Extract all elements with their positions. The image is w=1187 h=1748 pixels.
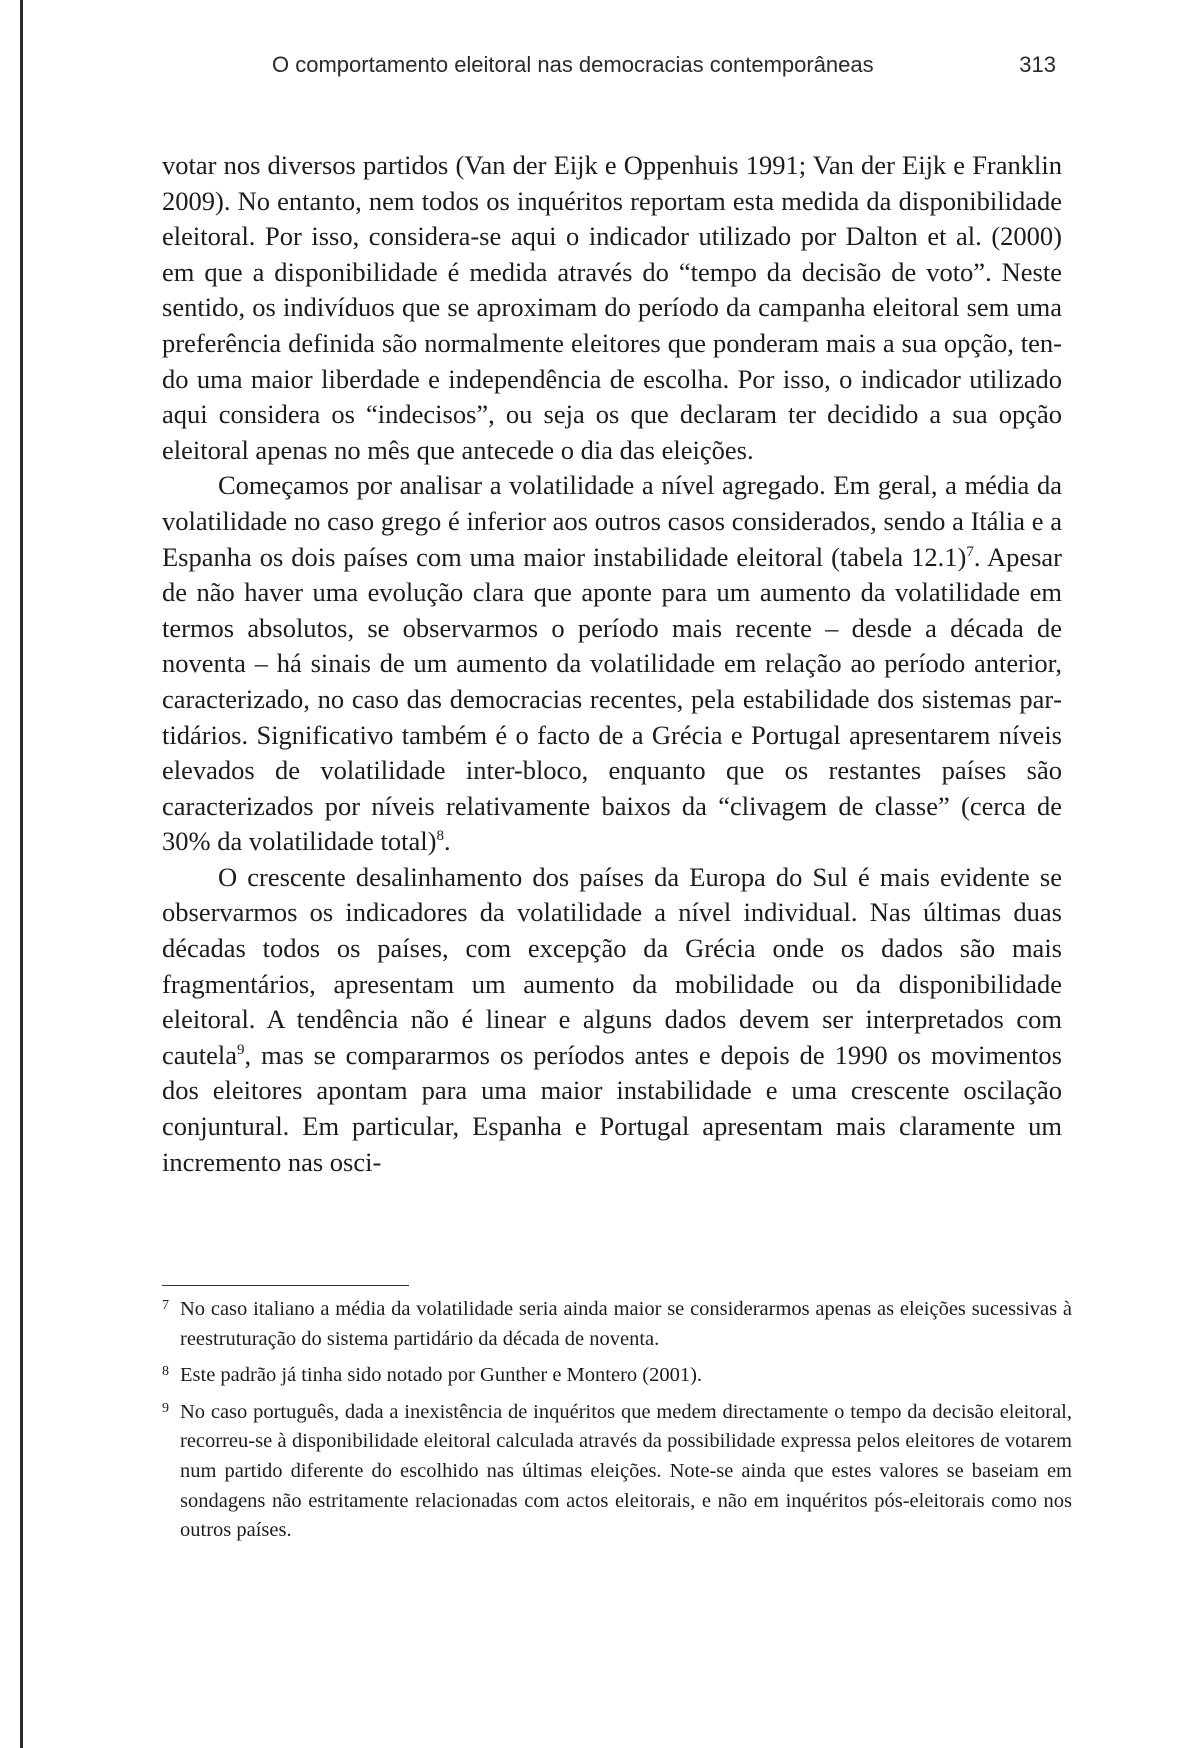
- paragraph-2-text-c: .: [444, 826, 451, 857]
- footnotes: [162, 1295, 1072, 1553]
- footnote-number: 7: [162, 1298, 169, 1313]
- footnote-text: Este padrão já tinha sido notado por Gunther e Montero (2001).: [180, 1364, 703, 1387]
- paragraph-3-text-b: , mas se compararmos os períodos antes e depois de 1990 os movimentos dos eleitores apontam para uma maior instabilidade e uma crescente oscilação conjuntural. Em particular, Espanha e Portugal apresentam mais claramente um incremento nas osci-: [162, 1039, 1062, 1177]
- footnote-8: [162, 1361, 1072, 1391]
- footnote-separator: [162, 1285, 409, 1286]
- paragraph-2: [162, 468, 1062, 860]
- paragraph-2-text-b: . Apesar de não haver uma evolução clara que aponte para um aumento da volatilidade em termos absolutos, se observarmos o período mais recente – desde a década de noventa – há sinais de um aumento da volatilidade em relação ao período anterior, caracterizado, no caso das democracias recentes, pela estabilidade dos sistemas partidários. Significativo também é o facto de a Grécia e Portugal apresentarem níveis elevados de volatilidade inter-bloco, enquanto que os restantes países são caracterizados por níveis relativamente baixos da “clivagem de classe” (cerca de 30% da volatilidade total): [162, 541, 1063, 857]
- footnote-text: No caso italiano a média da volatilidade seria ainda maior se considerarmos apenas as eleições sucessivas à reestruturação do sistema partidário da década de noventa.: [180, 1298, 1072, 1350]
- paragraph-1: [162, 148, 1062, 468]
- footnote-number: 9: [162, 1400, 169, 1416]
- running-title: O comportamento eleitoral nas democracias contemporâneas: [272, 52, 874, 77]
- body-text: [162, 148, 1062, 1180]
- paragraph-2-text-a: Começamos por analisar a volatilidade a nível agregado. Em geral, a média da volatilidade no caso grego é inferior aos outros casos considerados, sendo a Itália e a Espanha os dois países com uma maior instabilidade eleitoral (tabela 12.1): [162, 470, 1062, 572]
- footnote-9: [162, 1398, 1072, 1546]
- footnote-number: 8: [162, 1364, 169, 1380]
- paragraph-1-text: votar nos diversos partidos (Van der Eijk e Oppenhuis 1991; Van der Eijk e Franklin 2009). No entanto, nem todos os inquéritos reportam esta medida da disponibilidade eleitoral. Por isso, considera-se aqui o indicador utilizado por Dalton et al. (2000) em que a disponibilidade é medida através do “tempo da decisão de voto”. Neste sentido, os indivíduos que se aproximam do período da campanha eleitoral sem uma preferência definida são normalmente eleitores que ponderam mais a sua opção, tendo uma maior liberdade e independência de escolha. Por isso, o indicador utilizado aqui considera os “indecisos”, ou seja os que declaram ter decidido a sua opção eleitoral apenas no mês que antecede o dia das eleições.: [162, 150, 1062, 465]
- footnote-ref-8[interactable]: 8: [436, 828, 444, 845]
- paragraph-3: [162, 860, 1062, 1180]
- page-number: 313: [1019, 52, 1056, 77]
- paragraph-3-text-a: O crescente desalinhamento dos países da Europa do Sul é mais evidente se observarmos os indicadores da volatilidade a nível individual. Nas últimas duas décadas todos os países, com excepção da Grécia onde os dados são mais fragmentários, apresentam um aumento da mobilidade ou da disponibilidade eleitoral. A tendência não é linear e alguns dados devem ser interpretados com cautela: [162, 861, 1062, 1070]
- footnote-ref-7[interactable]: 7: [966, 543, 974, 560]
- page-edge-rule: [20, 0, 23, 1748]
- footnote-ref-9[interactable]: 9: [237, 1042, 245, 1059]
- footnote-7: [162, 1295, 1072, 1354]
- footnote-text: No caso português, dada a inexistência de inquéritos que medem directamente o tempo da decisão eleitoral, recorreu-se à disponibilidade eleitoral calculada através da possibilidade expressa pelos eleitores de votarem num partido diferente do escolhido nas últimas eleições. Note-se ainda que estes valores se baseiam em sondagens não estritamente relacionadas com actos eleitorais, e não em inquéritos pós-eleitorais como nos outros países.: [180, 1400, 1072, 1542]
